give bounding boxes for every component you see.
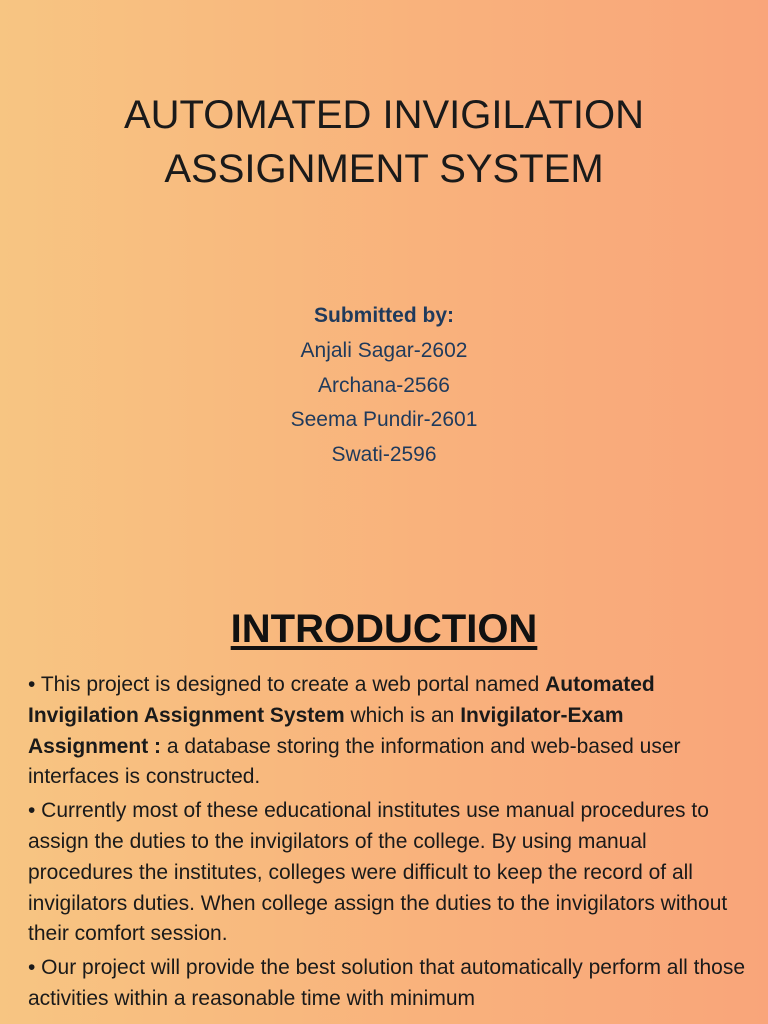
p1-text-1: This project is designed to create a web portal named: [35, 673, 546, 696]
introduction-body: [28, 670, 748, 1018]
p1-text-2: which is an: [344, 703, 461, 727]
introduction-heading: INTRODUCTION: [230, 607, 538, 651]
intro-paragraph-2: • Currently most of these educational institutes use manual procedures to assign the duties to the invigilators of the college. By using manual procedures the institutes, colleges were difficult to keep the record of all invigilators duties. When college assign the duties to the invigilators without their comfort session.: [28, 799, 728, 946]
p1-bold-system-name: Automated Invigilation Assignment System: [28, 673, 655, 727]
authors-block: [0, 298, 768, 472]
submitted-by-label: Submitted by:: [314, 304, 454, 327]
member-name: Seema Pundir-2601: [290, 408, 478, 431]
title-line-1: AUTOMATED INVIGILATION: [123, 93, 645, 137]
bullet-1: •: [28, 673, 36, 696]
p1-text-3: a database storing the information and web-based user interfaces is constructed.: [28, 734, 681, 789]
intro-paragraph-1: [28, 670, 748, 793]
presentation-title: [0, 88, 768, 196]
p1-bold-assignment: Invigilator-Exam Assignment :: [28, 703, 624, 758]
title-line-2: ASSIGNMENT SYSTEM: [164, 147, 604, 191]
introduction-slide: [0, 576, 768, 1024]
intro-paragraph-3: • Our project will provide the best solution that automatically perform all those activities within a reasonable time with minimum: [28, 956, 746, 1010]
member-name: Archana-2566: [318, 373, 450, 397]
member-name: Swati-2596: [331, 442, 437, 466]
member-name: Anjali Sagar-2602: [300, 339, 468, 362]
